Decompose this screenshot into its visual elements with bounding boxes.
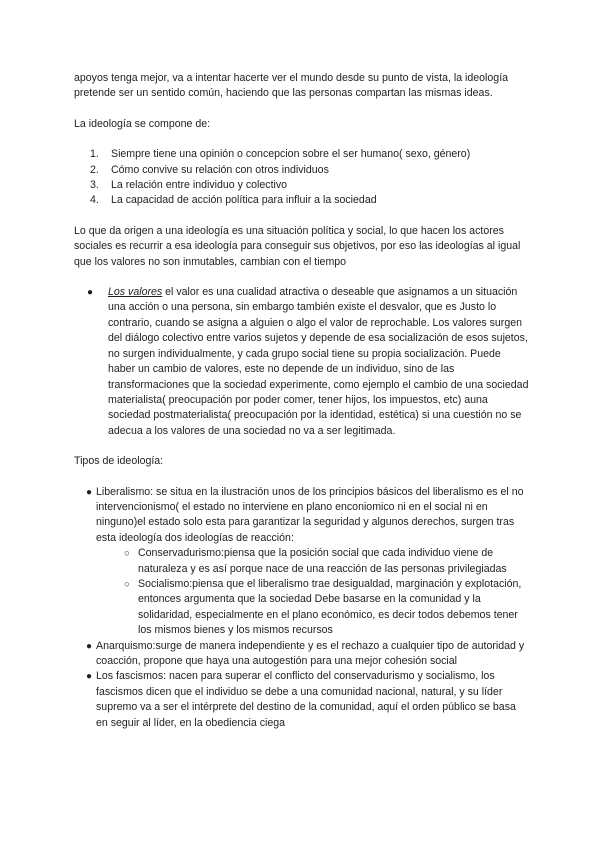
type-fascismos — [74, 669, 530, 731]
list-item-text: Cómo convive su relación con otros individuos — [111, 163, 329, 176]
bullet-icon: ● — [87, 287, 94, 299]
types-heading: Tipos de ideología: — [74, 455, 164, 468]
list-item-text: La capacidad de acción política para influir a la sociedad — [111, 194, 377, 207]
type-liberalismo — [74, 485, 530, 639]
composition-heading: La ideología se compone de: — [74, 117, 211, 130]
document-body — [74, 71, 530, 731]
circle-bullet-icon: ○ — [124, 548, 130, 560]
list-number: 1. — [90, 148, 99, 161]
values-term: Los valores — [108, 286, 163, 299]
values-text: el valor es una cualidad atractiva o deseable que asignamos a un situación una acción o una persona, sin embargo también existe el desvalor, que es Justo lo contrario, cuando se asigna a alguien o algo el valor de reprochable. Los valores surgen del diálogo colectivo entre varios sujetos y depende de esa socialización de esos sujetos, no surgen individualmente, y cada grupo social tiene su propia socialización. Puede haber un cambio de valores, este no depende de un individuo, sino de las transformaciones que la sociedad experimente, como ejemplo el cambio de una sociedad materialista( preocupación por poder comer, tener hijos, los impuestos, etc) auna sociedad postmaterialista( preocupación por la identidad, estética) si una cuestión no se adecua a los valores de una sociedad no va a ser legitimada. — [108, 286, 529, 437]
list-item — [74, 178, 530, 193]
spacer — [74, 132, 530, 147]
sublist-item — [96, 577, 530, 639]
sublist-item — [96, 546, 530, 577]
bullet-icon: ● — [86, 671, 93, 683]
sublist-item-text: Socialismo:piensa que el liberalismo trae desigualdad, marginación y explotación, entonces argumenta que la sociedad Debe basarse en la comunidad y la solidaridad, especialmente en el plano económico, es decir todos debemos tener los mismos bienes y los mismos recursos — [138, 577, 522, 637]
values-list — [74, 285, 530, 439]
composition-list — [74, 147, 530, 209]
list-item — [74, 193, 530, 208]
list-item-text: La relación entre individuo y colectivo — [111, 179, 288, 192]
spacer — [74, 270, 530, 285]
sublist-item-text: Conservadurismo:piensa que la posición social que cada individuo viene de naturaleza y es así porque nace de una reacción de las personas privilegiadas — [138, 547, 507, 575]
list-item-text: Siempre tiene una opinión o concepcion sobre el ser humano( sexo, género) — [111, 148, 471, 161]
type-anarquismo-text: Anarquismo:surge de manera independiente y es el rechazo a cualquier tipo de autoridad y coacción, propone que haya una autogestión para una mejor cohesión social — [96, 639, 525, 667]
intro-paragraph: apoyos tenga mejor, va a intentar hacerte ver el mundo desde su punto de vista, la ideología pretende ser un sentido común, haciendo que las personas compartan las mismas ideas. — [74, 72, 509, 100]
spacer — [74, 470, 530, 485]
list-number: 3. — [90, 179, 99, 192]
spacer — [74, 102, 530, 117]
values-item — [74, 285, 530, 439]
type-anarquismo — [74, 639, 530, 670]
list-number: 2. — [90, 163, 99, 176]
list-number: 4. — [90, 194, 99, 207]
list-item — [74, 163, 530, 178]
bullet-icon: ● — [86, 640, 93, 652]
spacer — [74, 209, 530, 224]
circle-bullet-icon: ○ — [124, 578, 130, 590]
bullet-icon: ● — [86, 486, 93, 498]
spacer — [74, 439, 530, 454]
origin-paragraph: Lo que da origen a una ideología es una situación política y social, lo que hacen los actores sociales es recurrir a esa ideología para conseguir sus objetivos, por eso las ideologías al igual que los valores no son inmutables, cambian con el tiempo — [74, 224, 521, 268]
liberalismo-sublist — [96, 546, 530, 638]
type-fascismos-text: Los fascismos: nacen para superar el conflicto del conservadurismo y socialismo, los fascismos dicen que el individuo se debe a una comunidad nacional, natural, y su líder supremo va a ser el intérprete del destino de la comunidad, aquí el orden público se basa en seguir al líder, en la obediencia ciega — [96, 670, 516, 729]
types-list — [74, 485, 530, 732]
list-item — [74, 147, 530, 162]
type-liberalismo-text: Liberalismo: se situa en la ilustración unos de los principios básicos del liberalismo es el no intervencionismo( el estado no interviene en plano enconiomico ni en el social ni en ninguno)el estado solo esta para garantizar la seguridad y algunos derechos, surgen tras esta ideología dos ideologías de reacción: — [96, 485, 524, 544]
